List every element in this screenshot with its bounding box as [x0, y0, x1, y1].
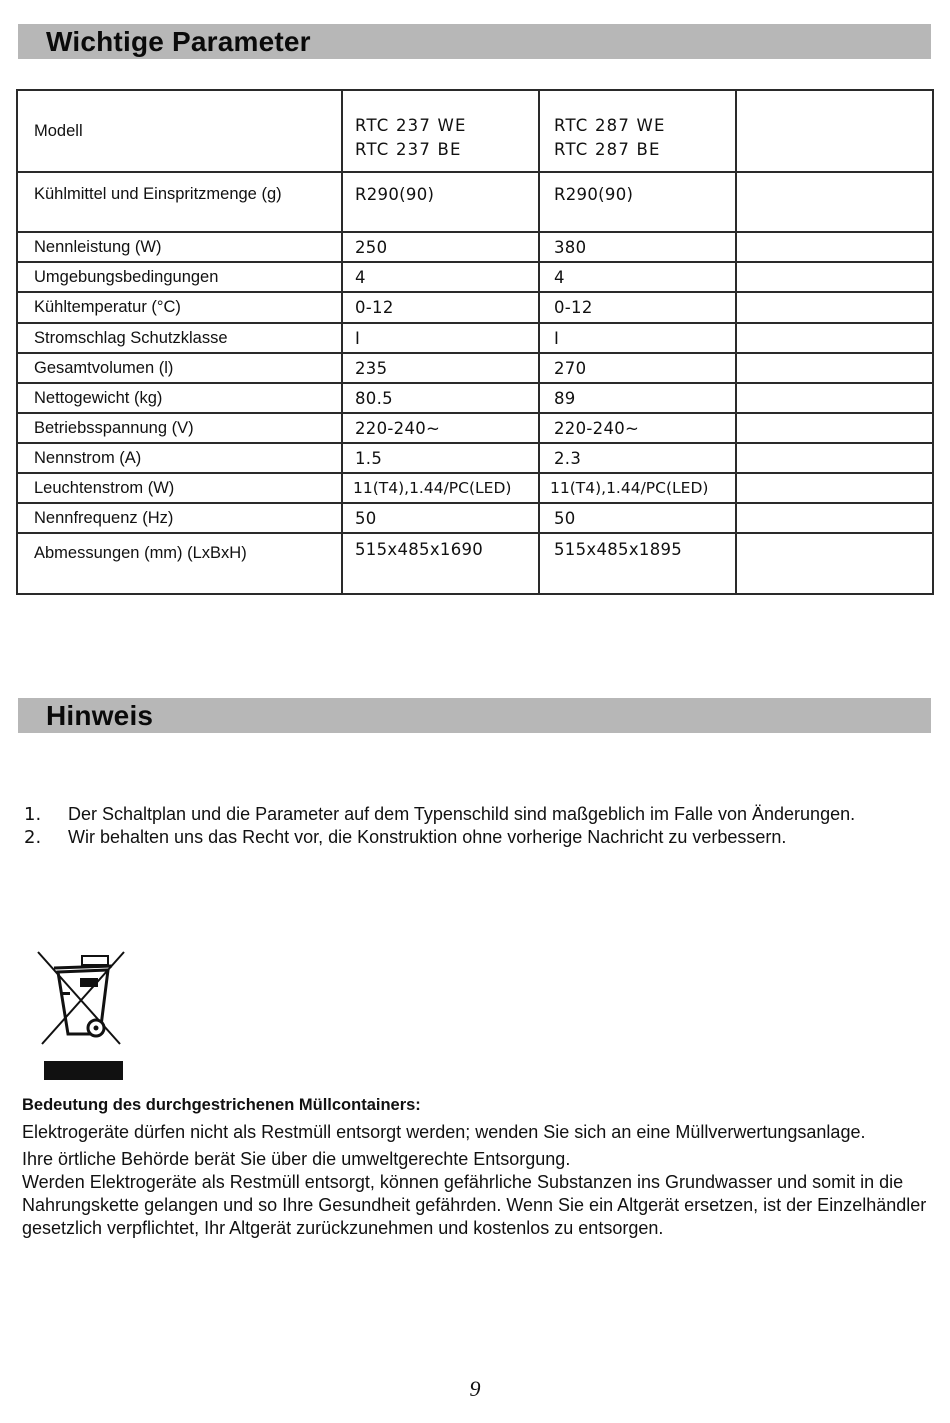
parameter-table: [16, 89, 934, 595]
value-cell: 89: [539, 383, 736, 413]
disposal-heading: Bedeutung des durchgestrichenen Müllcontainers:: [22, 1096, 421, 1114]
table-row: [17, 232, 933, 262]
value-cell: 515x485x1895: [539, 533, 736, 594]
empty-cell: [736, 533, 933, 594]
table-row: [17, 292, 933, 323]
list-text: Wir behalten uns das Recht vor, die Konstruktion ohne vorherige Nachricht zu verbessern.: [68, 827, 787, 847]
table-row: [17, 353, 933, 383]
crossed-out-wheelie-bin-icon: [34, 948, 130, 1082]
row-label: Kühltemperatur (°C): [17, 292, 342, 323]
section-header-note: [18, 698, 931, 733]
table-row: [17, 443, 933, 473]
list-number: 1.: [24, 804, 42, 825]
model-name: RTC 287 WE: [554, 116, 666, 135]
value-cell: 0-12: [342, 292, 539, 323]
value-cell: 0-12: [539, 292, 736, 323]
row-label: Stromschlag Schutzklasse: [17, 323, 342, 353]
empty-cell: [736, 323, 933, 353]
row-label: Umgebungsbedingungen: [17, 262, 342, 292]
section-title: Wichtige Parameter: [46, 26, 311, 57]
model-name: RTC 287 BE: [554, 140, 661, 159]
value-cell: 4: [539, 262, 736, 292]
row-label: Nennleistung (W): [17, 232, 342, 262]
empty-cell: [736, 383, 933, 413]
disposal-paragraph: Werden Elektrogeräte als Restmüll entsorgt, können gefährliche Substanzen ins Grundwasser und somit in die Nahrungskette gelangen und so Ihre Gesundheit gefährden. Wenn Sie ein Altgerät ersetzen, ist der Einzelhändler gesetzlich verpflichtet, Ihr Altgerät zurückzunehmen und kostenlos zu entsorgen.: [22, 1172, 927, 1238]
row-label: Modell: [17, 90, 342, 172]
disposal-paragraph: Elektrogeräte dürfen nicht als Restmüll entsorgt werden; wenden Sie sich an eine Müllverwertungsanlage.: [22, 1122, 866, 1142]
empty-cell: [736, 292, 933, 323]
empty-cell: [736, 503, 933, 533]
row-label: Leuchtenstrom (W): [17, 473, 342, 503]
value-cell: 1.5: [342, 443, 539, 473]
empty-cell: [736, 232, 933, 262]
value-cell: I: [342, 323, 539, 353]
list-text: Der Schaltplan und die Parameter auf dem Typenschild sind maßgeblich im Falle von Änderungen.: [68, 804, 856, 824]
row-label: Nennfrequenz (Hz): [17, 503, 342, 533]
table-row: [17, 262, 933, 292]
row-label: Abmessungen (mm) (LxBxH): [17, 533, 342, 594]
empty-cell: [736, 473, 933, 503]
value-cell: 515x485x1690: [342, 533, 539, 594]
empty-cell: [736, 413, 933, 443]
model-cell: [539, 90, 736, 172]
model-name: RTC 237 BE: [355, 140, 462, 159]
empty-cell: [736, 172, 933, 232]
row-label: Betriebsspannung (V): [17, 413, 342, 443]
disposal-notice: [22, 1094, 927, 1240]
table-row: [17, 323, 933, 353]
row-label: Nennstrom (A): [17, 443, 342, 473]
row-label: Nettogewicht (kg): [17, 383, 342, 413]
value-cell: 220-240~: [342, 413, 539, 443]
list-item: [22, 803, 902, 826]
model-cell: [342, 90, 539, 172]
value-cell: R290(90): [342, 172, 539, 232]
section-header-parameters: [18, 24, 931, 59]
row-label: Kühlmittel und Einspritzmenge (g): [17, 172, 342, 232]
list-number: 2.: [24, 827, 42, 848]
value-cell: 380: [539, 232, 736, 262]
value-cell: 80.5: [342, 383, 539, 413]
disposal-paragraph: Ihre örtliche Behörde berät Sie über die umweltgerechte Entsorgung.: [22, 1149, 571, 1169]
table-row: [17, 473, 933, 503]
empty-cell: [736, 443, 933, 473]
value-cell: 50: [342, 503, 539, 533]
section-title: Hinweis: [46, 700, 154, 731]
value-cell: 270: [539, 353, 736, 383]
table-row: [17, 533, 933, 594]
value-cell: 220-240~: [539, 413, 736, 443]
table-row: [17, 383, 933, 413]
table-row: [17, 503, 933, 533]
empty-cell: [736, 353, 933, 383]
value-cell: 250: [342, 232, 539, 262]
value-cell: I: [539, 323, 736, 353]
value-cell: 4: [342, 262, 539, 292]
list-item: [22, 826, 902, 849]
value-cell: R290(90): [539, 172, 736, 232]
model-name: RTC 237 WE: [355, 116, 467, 135]
note-list: [22, 803, 902, 849]
empty-cell: [736, 262, 933, 292]
value-cell: 235: [342, 353, 539, 383]
table-row: [17, 90, 933, 172]
value-cell: 50: [539, 503, 736, 533]
table-row: [17, 172, 933, 232]
value-cell: 2.3: [539, 443, 736, 473]
row-label: Gesamtvolumen (l): [17, 353, 342, 383]
value-cell: 11(T4),1.44/PC(LED): [539, 473, 736, 503]
value-cell: 11(T4),1.44/PC(LED): [342, 473, 539, 503]
table-row: [17, 413, 933, 443]
page-number: 9: [469, 1376, 481, 1401]
empty-cell: [736, 90, 933, 172]
